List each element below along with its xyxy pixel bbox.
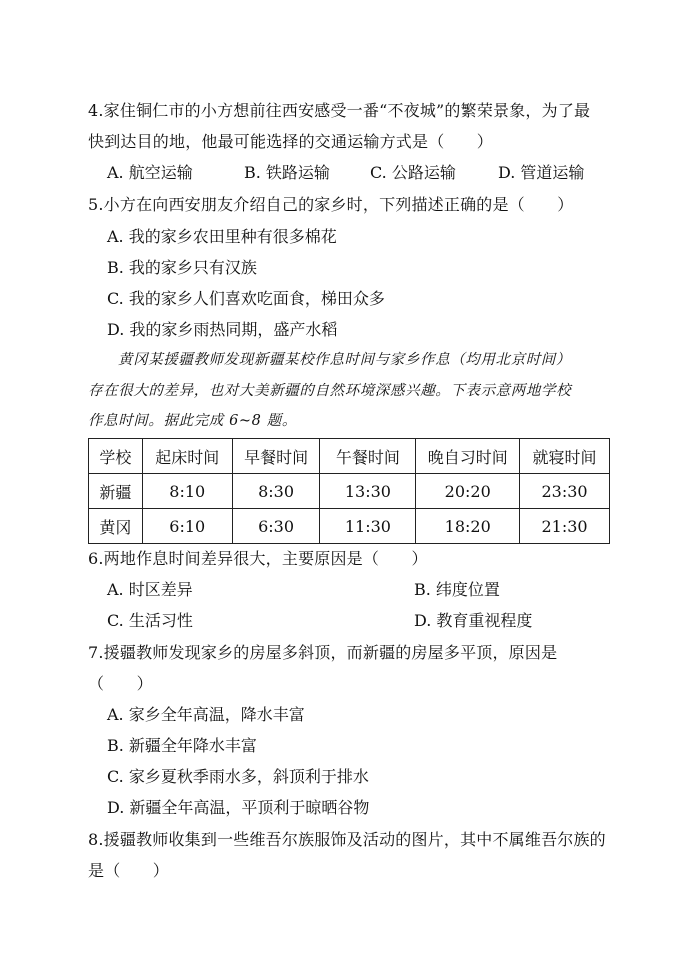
q6-option-b: B. 纬度位置 [414,580,500,599]
q8-stem-line1: 8.援疆教师收集到一些维吾尔族服饰及活动的图片，其中不属维吾尔族的 [88,830,606,849]
q4-stem-line1: 4.家住铜仁市的小方想前往西安感受一番“不夜城”的繁荣景象，为了最 [88,101,591,120]
q5-option-b: B. 我的家乡只有汉族 [107,258,257,277]
passage-line2: 存在很大的差异，也对大美新疆的自然环境深感兴趣。下表示意两地学校 [88,383,572,399]
q4-option-c: C. 公路运输 [370,163,456,182]
q6-stem: 6.两地作息时间差异很大，主要原因是（ ） [88,549,428,568]
q6-option-d: D. 教育重视程度 [414,611,533,630]
table-row [89,474,610,509]
passage-line1: 黄冈某援疆教师发现新疆某校作息时间与家乡作息（均用北京时间） [118,352,571,368]
table-cell: 21:30 [520,509,610,544]
table-cell: 8:10 [142,474,232,509]
table-header-cell: 就寝时间 [520,439,610,474]
table-header-cell: 晚自习时间 [416,439,520,474]
q8-stem-line2: 是（ ） [88,861,170,880]
q7-option-c: C. 家乡夏秋季雨水多，斜顶利于排水 [107,767,369,786]
table-cell: 新疆 [89,474,143,509]
table-cell: 20:20 [416,474,520,509]
q4-option-a: A. 航空运输 [107,163,193,182]
table-header-row [89,439,610,474]
table-row [89,509,610,544]
table-header-cell: 起床时间 [142,439,232,474]
q4-stem-line2: 快到达目的地，他最可能选择的交通运输方式是（ ） [88,132,494,151]
q6-option-a: A. 时区差异 [107,580,193,599]
q7-stem-line1: 7.援疆教师发现家乡的房屋多斜顶，而新疆的房屋多平顶，原因是 [88,643,558,662]
q7-option-d: D. 新疆全年高温，平顶利于晾晒谷物 [107,798,370,817]
q5-stem: 5.小方在向西安朋友介绍自己的家乡时，下列描述正确的是（ ） [88,195,574,214]
table-cell: 13:30 [320,474,416,509]
table-header-cell: 午餐时间 [320,439,416,474]
table-header-cell: 早餐时间 [232,439,320,474]
table-cell: 6:10 [142,509,232,544]
q7-option-a: A. 家乡全年高温，降水丰富 [107,705,305,724]
q5-option-c: C. 我的家乡人们喜欢吃面食，梯田众多 [107,289,385,308]
table-cell: 23:30 [520,474,610,509]
q7-option-b: B. 新疆全年降水丰富 [107,736,257,755]
table-header-cell: 学校 [89,439,143,474]
table-cell: 8:30 [232,474,320,509]
q7-stem-line2: （ ） [88,674,153,693]
q5-option-d: D. 我的家乡雨热同期，盛产水稻 [107,320,338,339]
q6-option-c: C. 生活习性 [107,611,193,630]
table-cell: 黄冈 [89,509,143,544]
schedule-table [88,438,610,544]
passage-line3: 作息时间。据此完成 6~8 题。 [88,413,297,429]
table-cell: 18:20 [416,509,520,544]
q4-option-b: B. 铁路运输 [244,163,330,182]
q4-option-d: D. 管道运输 [498,163,585,182]
table-cell: 6:30 [232,509,320,544]
q5-option-a: A. 我的家乡农田里种有很多棉花 [107,227,337,246]
table-cell: 11:30 [320,509,416,544]
